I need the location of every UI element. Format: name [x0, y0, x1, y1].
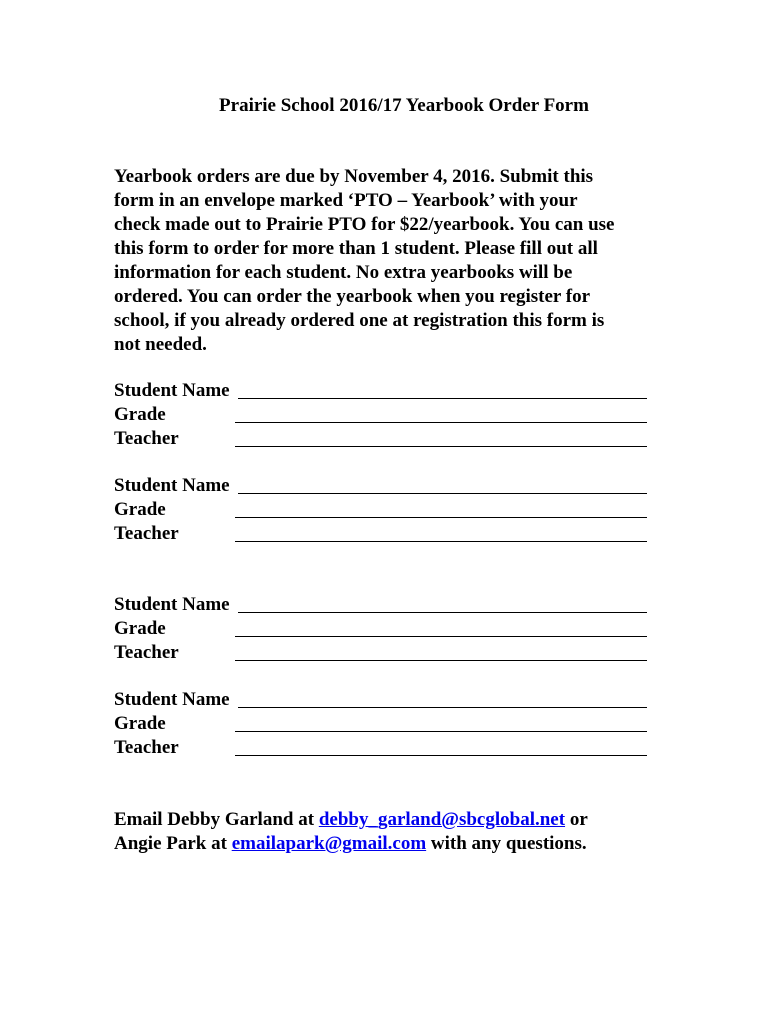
grade-label: Grade [114, 404, 166, 425]
student-name-label: Student Name [114, 380, 230, 401]
teacher-label: Teacher [114, 523, 179, 544]
student-name-line[interactable] [238, 398, 647, 399]
grade-line[interactable] [235, 636, 647, 637]
student-name-line[interactable] [238, 612, 647, 613]
student-block-3 [114, 593, 654, 665]
grade-row [114, 498, 654, 522]
intro-line: ordered. You can order the yearbook when you register for [114, 286, 591, 307]
teacher-row [114, 427, 654, 451]
student-name-row [114, 379, 654, 403]
grade-row [114, 712, 654, 736]
student-name-label: Student Name [114, 689, 230, 710]
form-title: Prairie School 2016/17 Yearbook Order Form [219, 95, 589, 116]
grade-label: Grade [114, 618, 166, 639]
teacher-line[interactable] [235, 660, 647, 661]
email-link-angie[interactable]: emailapark@gmail.com [231, 833, 427, 854]
contact-line-2 [114, 832, 694, 856]
contact-paragraph [114, 808, 694, 856]
email-link-debby[interactable]: debby_garland@sbcglobal.net [318, 809, 566, 830]
intro-line: this form to order for more than 1 student. Please fill out all [114, 238, 598, 259]
intro-line: form in an envelope marked ‘PTO – Yearbook’ with your [114, 190, 578, 211]
teacher-line[interactable] [235, 755, 647, 756]
intro-line: not needed. [114, 334, 207, 355]
student-name-row [114, 593, 654, 617]
student-name-label: Student Name [114, 475, 230, 496]
intro-line: school, if you already ordered one at registration this form is [114, 310, 605, 331]
teacher-row [114, 641, 654, 665]
grade-line[interactable] [235, 517, 647, 518]
intro-line: check made out to Prairie PTO for $22/yearbook. You can use [114, 214, 615, 235]
intro-paragraph [114, 165, 674, 357]
contact-text: Email Debby Garland at [114, 809, 319, 830]
teacher-label: Teacher [114, 642, 179, 663]
grade-row [114, 403, 654, 427]
student-name-line[interactable] [238, 707, 647, 708]
intro-line: information for each student. No extra yearbooks will be [114, 262, 573, 283]
student-block-1 [114, 379, 654, 451]
teacher-row [114, 736, 654, 760]
teacher-line[interactable] [235, 446, 647, 447]
contact-text: with any questions. [426, 833, 587, 854]
grade-label: Grade [114, 713, 166, 734]
student-name-line[interactable] [238, 493, 647, 494]
grade-label: Grade [114, 499, 166, 520]
contact-text: or [565, 809, 588, 830]
grade-line[interactable] [235, 731, 647, 732]
teacher-label: Teacher [114, 737, 179, 758]
student-block-2 [114, 474, 654, 546]
grade-line[interactable] [235, 422, 647, 423]
student-name-row [114, 688, 654, 712]
intro-line: Yearbook orders are due by November 4, 2016. Submit this [114, 166, 594, 187]
grade-row [114, 617, 654, 641]
teacher-row [114, 522, 654, 546]
contact-text: Angie Park at [114, 833, 232, 854]
teacher-line[interactable] [235, 541, 647, 542]
student-name-row [114, 474, 654, 498]
student-name-label: Student Name [114, 594, 230, 615]
student-block-4 [114, 688, 654, 760]
teacher-label: Teacher [114, 428, 179, 449]
contact-line-1 [114, 808, 694, 832]
